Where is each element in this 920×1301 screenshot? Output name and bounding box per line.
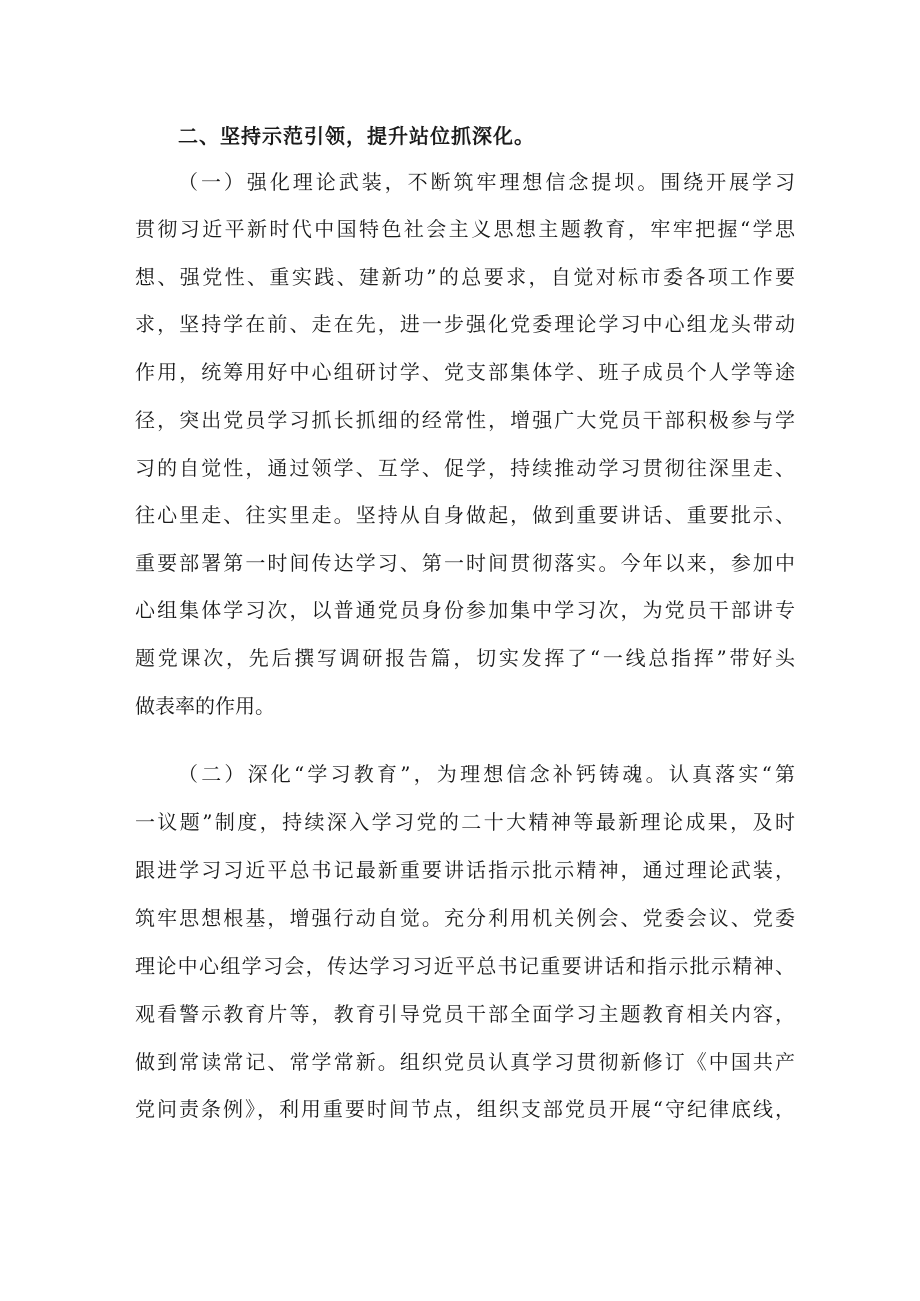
paragraph-1-line: 作用，统筹用好中心组研讨学、党支部集体学、班子成员个人学等途 (135, 360, 795, 384)
paragraph-2-line: 一议题”制度，持续深入学习党的二十大精神等最新理论成果，及时 (135, 810, 795, 834)
section-heading: 二、坚持示范引领，提升站位抓深化。 (178, 124, 535, 148)
paragraph-2-line: （二）深化“学习教育”，为理想信念补钙铸魂。认真落实“第 (178, 762, 795, 786)
paragraph-2-line: 跟进学习习近平总书记最新重要讲话指示批示精神，通过理论武装， (135, 858, 795, 882)
paragraph-2-line: 理论中心组学习会，传达学习习近平总书记重要讲话和指示批示精神、 (135, 954, 795, 978)
paragraph-2-line: 党问责条例》，利用重要时间节点，组织支部党员开展“守纪律底线， (135, 1097, 795, 1121)
paragraph-2-line: 做到常读常记、常学常新。组织党员认真学习贯彻新修订《中国共产 (135, 1050, 795, 1074)
paragraph-1-line: 贯彻习近平新时代中国特色社会主义思想主题教育，牢牢把握“学思 (135, 217, 795, 241)
paragraph-1-line: 重要部署第一时间传达学习、第一时间贯彻落实。今年以来，参加中 (135, 551, 795, 575)
paragraph-1-line: 径，突出党员学习抓长抓细的经常性，增强广大党员干部积极参与学 (135, 408, 795, 432)
paragraph-1-line: 题党课次，先后撰写调研报告篇，切实发挥了“一线总指挥”带好头 (135, 646, 795, 670)
paragraph-1-line: 求，坚持学在前、走在先，进一步强化党委理论学习中心组龙头带动 (135, 312, 795, 336)
paragraph-1-line: 想、强党性、重实践、建新功”的总要求，自觉对标市委各项工作要 (135, 265, 795, 289)
paragraph-2-line: 观看警示教育片等，教育引导党员干部全面学习主题教育相关内容， (135, 1002, 795, 1026)
paragraph-1-line: 做表率的作用。 (135, 694, 275, 718)
paragraph-2-line: 筑牢思想根基，增强行动自觉。充分利用机关例会、党委会议、党委 (135, 906, 795, 930)
paragraph-1-line: 心组集体学习次，以普通党员身份参加集中学习次，为党员干部讲专 (135, 598, 795, 622)
paragraph-1-line: 习的自觉性，通过领学、互学、促学，持续推动学习贯彻往深里走、 (135, 456, 795, 480)
paragraph-1-line: （一）强化理论武装，不断筑牢理想信念提坝。围绕开展学习 (178, 170, 795, 194)
paragraph-1-line: 往心里走、往实里走。坚持从自身做起，做到重要讲话、重要批示、 (135, 503, 795, 527)
